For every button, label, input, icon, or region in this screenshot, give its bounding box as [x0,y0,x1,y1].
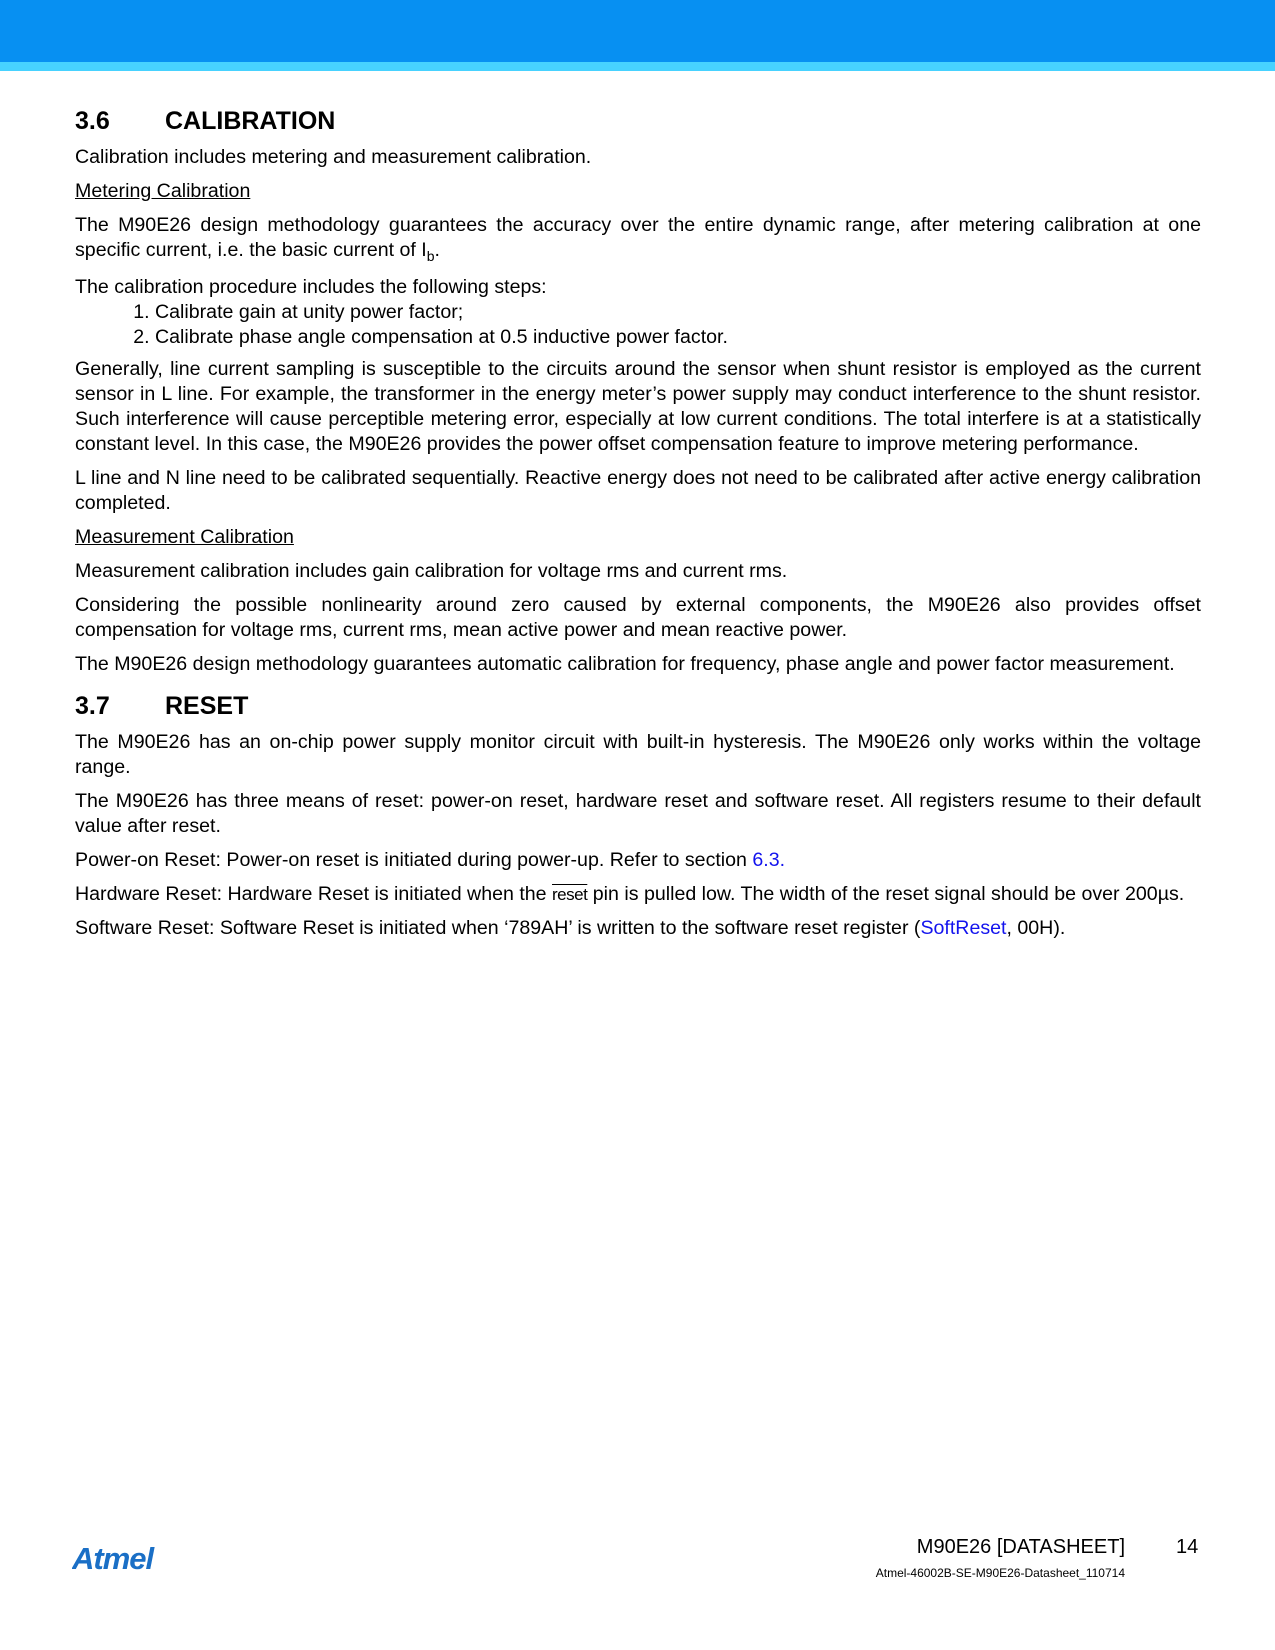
section-3-7-heading [75,691,1201,721]
metering-paragraph: The M90E26 design methodology guarantees the accuracy over the entire dynamic range, after metering calibration at one specific current, i.e. the basic current of $I_b$. [75,214,1201,264]
metering-calibration-heading: Metering Calibration [75,180,251,202]
page-content [75,106,1201,941]
calibration-steps-list [75,300,1201,350]
list-item: 2. Calibrate phase angle compensation at 0.5 inductive power factor. [155,325,1201,350]
section-title: CALIBRATION [165,107,336,135]
sequential-calibration-paragraph: L line and N line need to be calibrated sequentially. Reactive energy does not need to be calibrated after active energy calibration completed. [75,467,1201,514]
calibration-intro: Calibration includes metering and measurement calibration. [75,146,592,168]
page-number: 14 [1176,1536,1199,1558]
reset-pin-label: reset [552,885,588,904]
reset-paragraph-1: The M90E26 has an on-chip power supply monitor circuit with built-in hysteresis. The M90E26 only works within the voltage range. [75,731,1201,778]
softreset-register-link[interactable]: SoftReset [920,917,1007,939]
atmel-logo-icon [72,1543,182,1577]
reset-paragraph-2: The M90E26 has three means of reset: power-on reset, hardware reset and software reset. All registers resume to their default value after reset. [75,790,1201,837]
measurement-paragraph-1: Measurement calibration includes gain calibration for voltage rms and current rms. [75,560,788,582]
section-title: RESET [165,692,249,720]
footer-document-id: Atmel-46002B-SE-M90E26-Datasheet_110714 [875,1566,1125,1580]
power-on-reset-paragraph: Power-on Reset: Power-on reset is initiated during power-up. Refer to section 6.3. [75,849,786,871]
list-item: 1. Calibrate gain at unity power factor; [155,300,1201,325]
atmel-logo [72,1543,182,1582]
svg-text:Atmel: Atmel [72,1543,154,1576]
software-reset-paragraph: Software Reset: Software Reset is initiated when ‘789AH’ is written to the software reset register (SoftReset, 00H). [75,917,1066,939]
measurement-calibration-heading: Measurement Calibration [75,526,294,548]
header-band [0,0,1275,62]
section-number: 3.6 [75,107,110,135]
measurement-paragraph-3: The M90E26 design methodology guarantees automatic calibration for frequency, phase angle and power factor measurement. [75,653,1175,675]
footer-document-title: M90E26 [DATASHEET] [916,1536,1125,1558]
header-stripe [0,62,1275,71]
measurement-paragraph-2: Considering the possible nonlinearity around zero caused by external components, the M90E26 also provides offset compensation for voltage rms, current rms, mean active power and mean reactive power. [75,594,1201,641]
hardware-reset-paragraph: Hardware Reset: Hardware Reset is initiated when the reset pin is pulled low. The width of the reset signal should be over 200µs. [75,883,1185,905]
section-3-6-heading [75,106,1201,136]
section-6-3-link[interactable]: 6.3. [752,849,786,871]
procedure-intro: The calibration procedure includes the following steps: [75,276,547,298]
offset-compensation-paragraph: Generally, line current sampling is susceptible to the circuits around the sensor when shunt resistor is employed as the current sensor in L line. For example, the transformer in the energy meter’s power supply may conduct interference to the shunt resistor. Such interference will cause perceptible metering error, especially at low current conditions. The total interfere is at a statistically constant level. In this case, the M90E26 provides the power offset compensation feature to improve metering performance. [75,358,1201,455]
section-number: 3.7 [75,692,110,720]
